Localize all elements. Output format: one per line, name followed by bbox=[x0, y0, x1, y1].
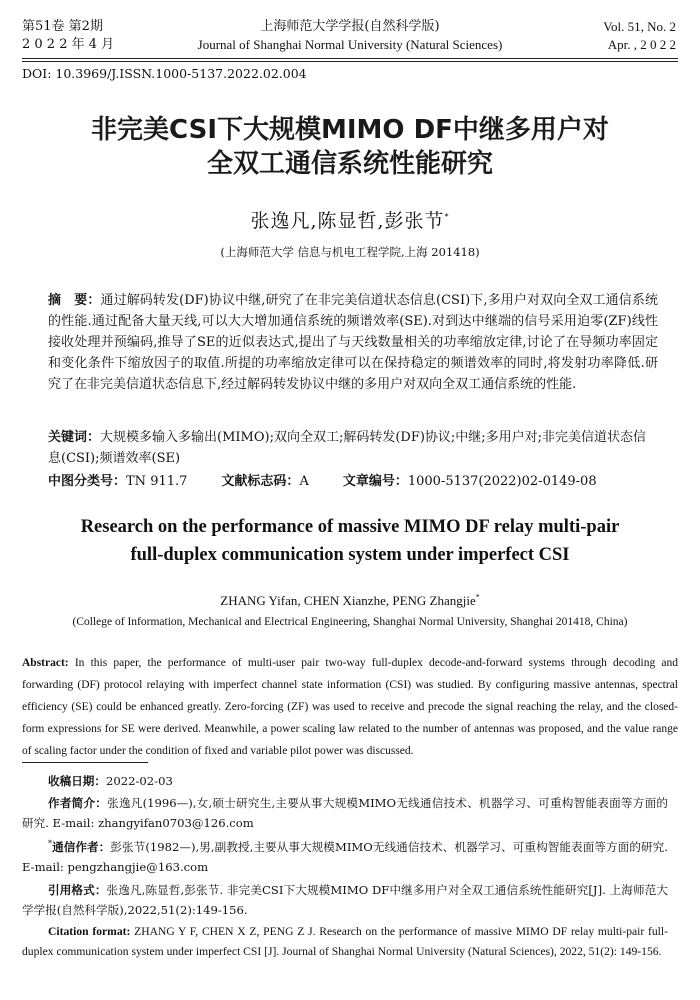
footnote-author-bio bbox=[22, 793, 668, 833]
issue-date: 2 0 2 2 年 4 月 bbox=[22, 37, 115, 52]
title-cn bbox=[0, 113, 700, 181]
clc-label: 中图分类号： bbox=[48, 474, 127, 489]
keywords-cn-text: 大规模多输入多输出(MIMO);双向全双工;解码转发(DF)协议;中继;多用户对;非完美信道状态信息(CSI);频谱效率(SE) bbox=[48, 430, 647, 466]
affiliation-en: (College of Information, Mechanical and Electrical Engineering, Shanghai Normal University, Shanghai 201418, China) bbox=[72, 616, 628, 628]
citation-cn-label: 引用格式： bbox=[48, 883, 107, 897]
abstract-cn-text: 通过解码转发(DF)协议中继,研究了在非完美信道状态信息(CSI)下,多用户对双向全双工通信系统的性能.通过配备大量天线,可以大大增加通信系统的频谱效率(SE).对到达中继端的信号采用迫零(ZF)线性接收处理并预编码,推导了SE的近似表达式,提出了与天线数量相关的功率缩放定律,讨论了在导频功率固定和变化条件下缩放因子的取值.所提的功率缩放定律可以在保持稳定的频谱效率的同时,将发射功率降低.研究了在非完美信道状态信息下,经过解码转发协议中继的多用户对双向全双工通信系统的性能. bbox=[48, 293, 658, 392]
citation-en-label: Citation format: bbox=[48, 925, 131, 938]
keywords-cn bbox=[48, 427, 658, 469]
corresponding-label: 通信作者： bbox=[52, 840, 111, 854]
doc-code-value: A bbox=[299, 474, 309, 489]
header-rule-top bbox=[22, 58, 678, 59]
received-label: 收稿日期： bbox=[48, 774, 106, 788]
authors-cn-names: 张逸凡,陈显哲,彭张节 bbox=[250, 210, 445, 232]
journal-volume-en bbox=[603, 18, 676, 54]
title-cn-line2: 全双工通信系统性能研究 bbox=[206, 149, 493, 179]
abstract-en-text: In this paper, the performance of multi-user pair two-way full-duplex decode-and-forward systems through decoding and forwarding (DF) protocol relaying with imperfect channel state information (CSI) was studied. By configuring massive antennas, spectral efficiency (SE) could be enhanced greatly. Zero-forcing (ZF) was used to receive and precode the signal reaching the relay, and the closed-form expressions for SE were derived. Meanwhile, a power scaling law related to the number of antennas was proposed, and the value range of scaling factor under the condition of fixed and variable pilot power was discussed. bbox=[22, 657, 678, 757]
footnote-rule bbox=[22, 762, 148, 763]
authors-cn bbox=[0, 206, 700, 233]
abstract-cn-label: 摘 要： bbox=[48, 293, 101, 308]
footnote-citation-en bbox=[22, 922, 668, 962]
header-rule-bottom bbox=[22, 61, 678, 62]
corresponding-author-mark: * bbox=[444, 212, 450, 222]
authors-en-names: ZHANG Yifan, CHEN Xianzhe, PENG Zhangjie bbox=[220, 593, 476, 608]
doc-code-label: 文献标志码： bbox=[221, 474, 300, 489]
bio-label: 作者简介： bbox=[48, 796, 108, 810]
journal-name bbox=[0, 18, 700, 54]
volume-issue: 第51卷 第2期 bbox=[22, 19, 103, 34]
corresponding-text: 彭张节(1982—),男,副教授,主要从事大规模MIMO无线通信技术、机器学习、可重构智能表面等方面的研究. E-mail: pengzhangjie@163.com bbox=[22, 840, 668, 874]
journal-name-en: Journal of Shanghai Normal University (Natural Sciences) bbox=[197, 37, 503, 52]
abstract-cn bbox=[48, 290, 658, 395]
issue-date-en: Apr. , 2 0 2 2 bbox=[607, 37, 676, 52]
title-cn-line1: 非完美CSI下大规模MIMO DF中继多用户对 bbox=[91, 115, 609, 145]
received-date: 2022-02-03 bbox=[105, 774, 173, 788]
classification-line bbox=[48, 470, 668, 489]
title-en bbox=[0, 513, 700, 569]
citation-cn-text: 张逸凡,陈显哲,彭张节. 非完美CSI下大规模MIMO DF中继多用户对全双工通信系统性能研究[J]. 上海师范大学学报(自然科学版),2022,51(2):149-156. bbox=[22, 883, 668, 917]
footnote-received bbox=[48, 771, 668, 791]
keywords-cn-label: 关键词： bbox=[48, 430, 101, 445]
abstract-en-label: Abstract: bbox=[22, 657, 69, 669]
clc-value: TN 911.7 bbox=[126, 474, 188, 489]
abstract-en bbox=[22, 652, 678, 762]
affiliation-cn: (上海师范大学 信息与机电工程学院,上海 201418) bbox=[220, 245, 480, 259]
bio-text: 张逸凡(1996—),女,硕士研究生,主要从事大规模MIMO无线通信技术、机器学习、可重构智能表面等方面的研究. E-mail: zhangyifan0703@126.com bbox=[22, 796, 668, 830]
footnote-corresponding-author bbox=[22, 837, 668, 877]
corresponding-mark: * bbox=[48, 839, 52, 849]
authors-en bbox=[0, 593, 700, 609]
title-en-line2: full-duplex communication system under imperfect CSI bbox=[130, 545, 570, 565]
corresponding-author-mark-en: * bbox=[475, 592, 480, 602]
citation-en-text: ZHANG Y F, CHEN X Z, PENG Z J. Research on the performance of massive MIMO DF relay multi-pair full-duplex communication system under imperfect CSI [J]. Journal of Shanghai Normal University (Natural Sciences), 2022, 51(2): 149-156. bbox=[22, 925, 668, 958]
volume-number-en: Vol. 51, No. 2 bbox=[603, 19, 676, 34]
article-number-label: 文章编号： bbox=[342, 474, 408, 489]
article-number-value: 1000-5137(2022)02-0149-08 bbox=[407, 474, 597, 489]
journal-name-cn: 上海师范大学学报(自然科学版) bbox=[260, 19, 440, 34]
title-en-line1: Research on the performance of massive MIMO DF relay multi-pair bbox=[80, 517, 620, 537]
footnote-citation-cn bbox=[22, 880, 668, 920]
doi-line[interactable]: DOI: 10.3969/J.ISSN.1000-5137.2022.02.004 bbox=[22, 66, 307, 81]
